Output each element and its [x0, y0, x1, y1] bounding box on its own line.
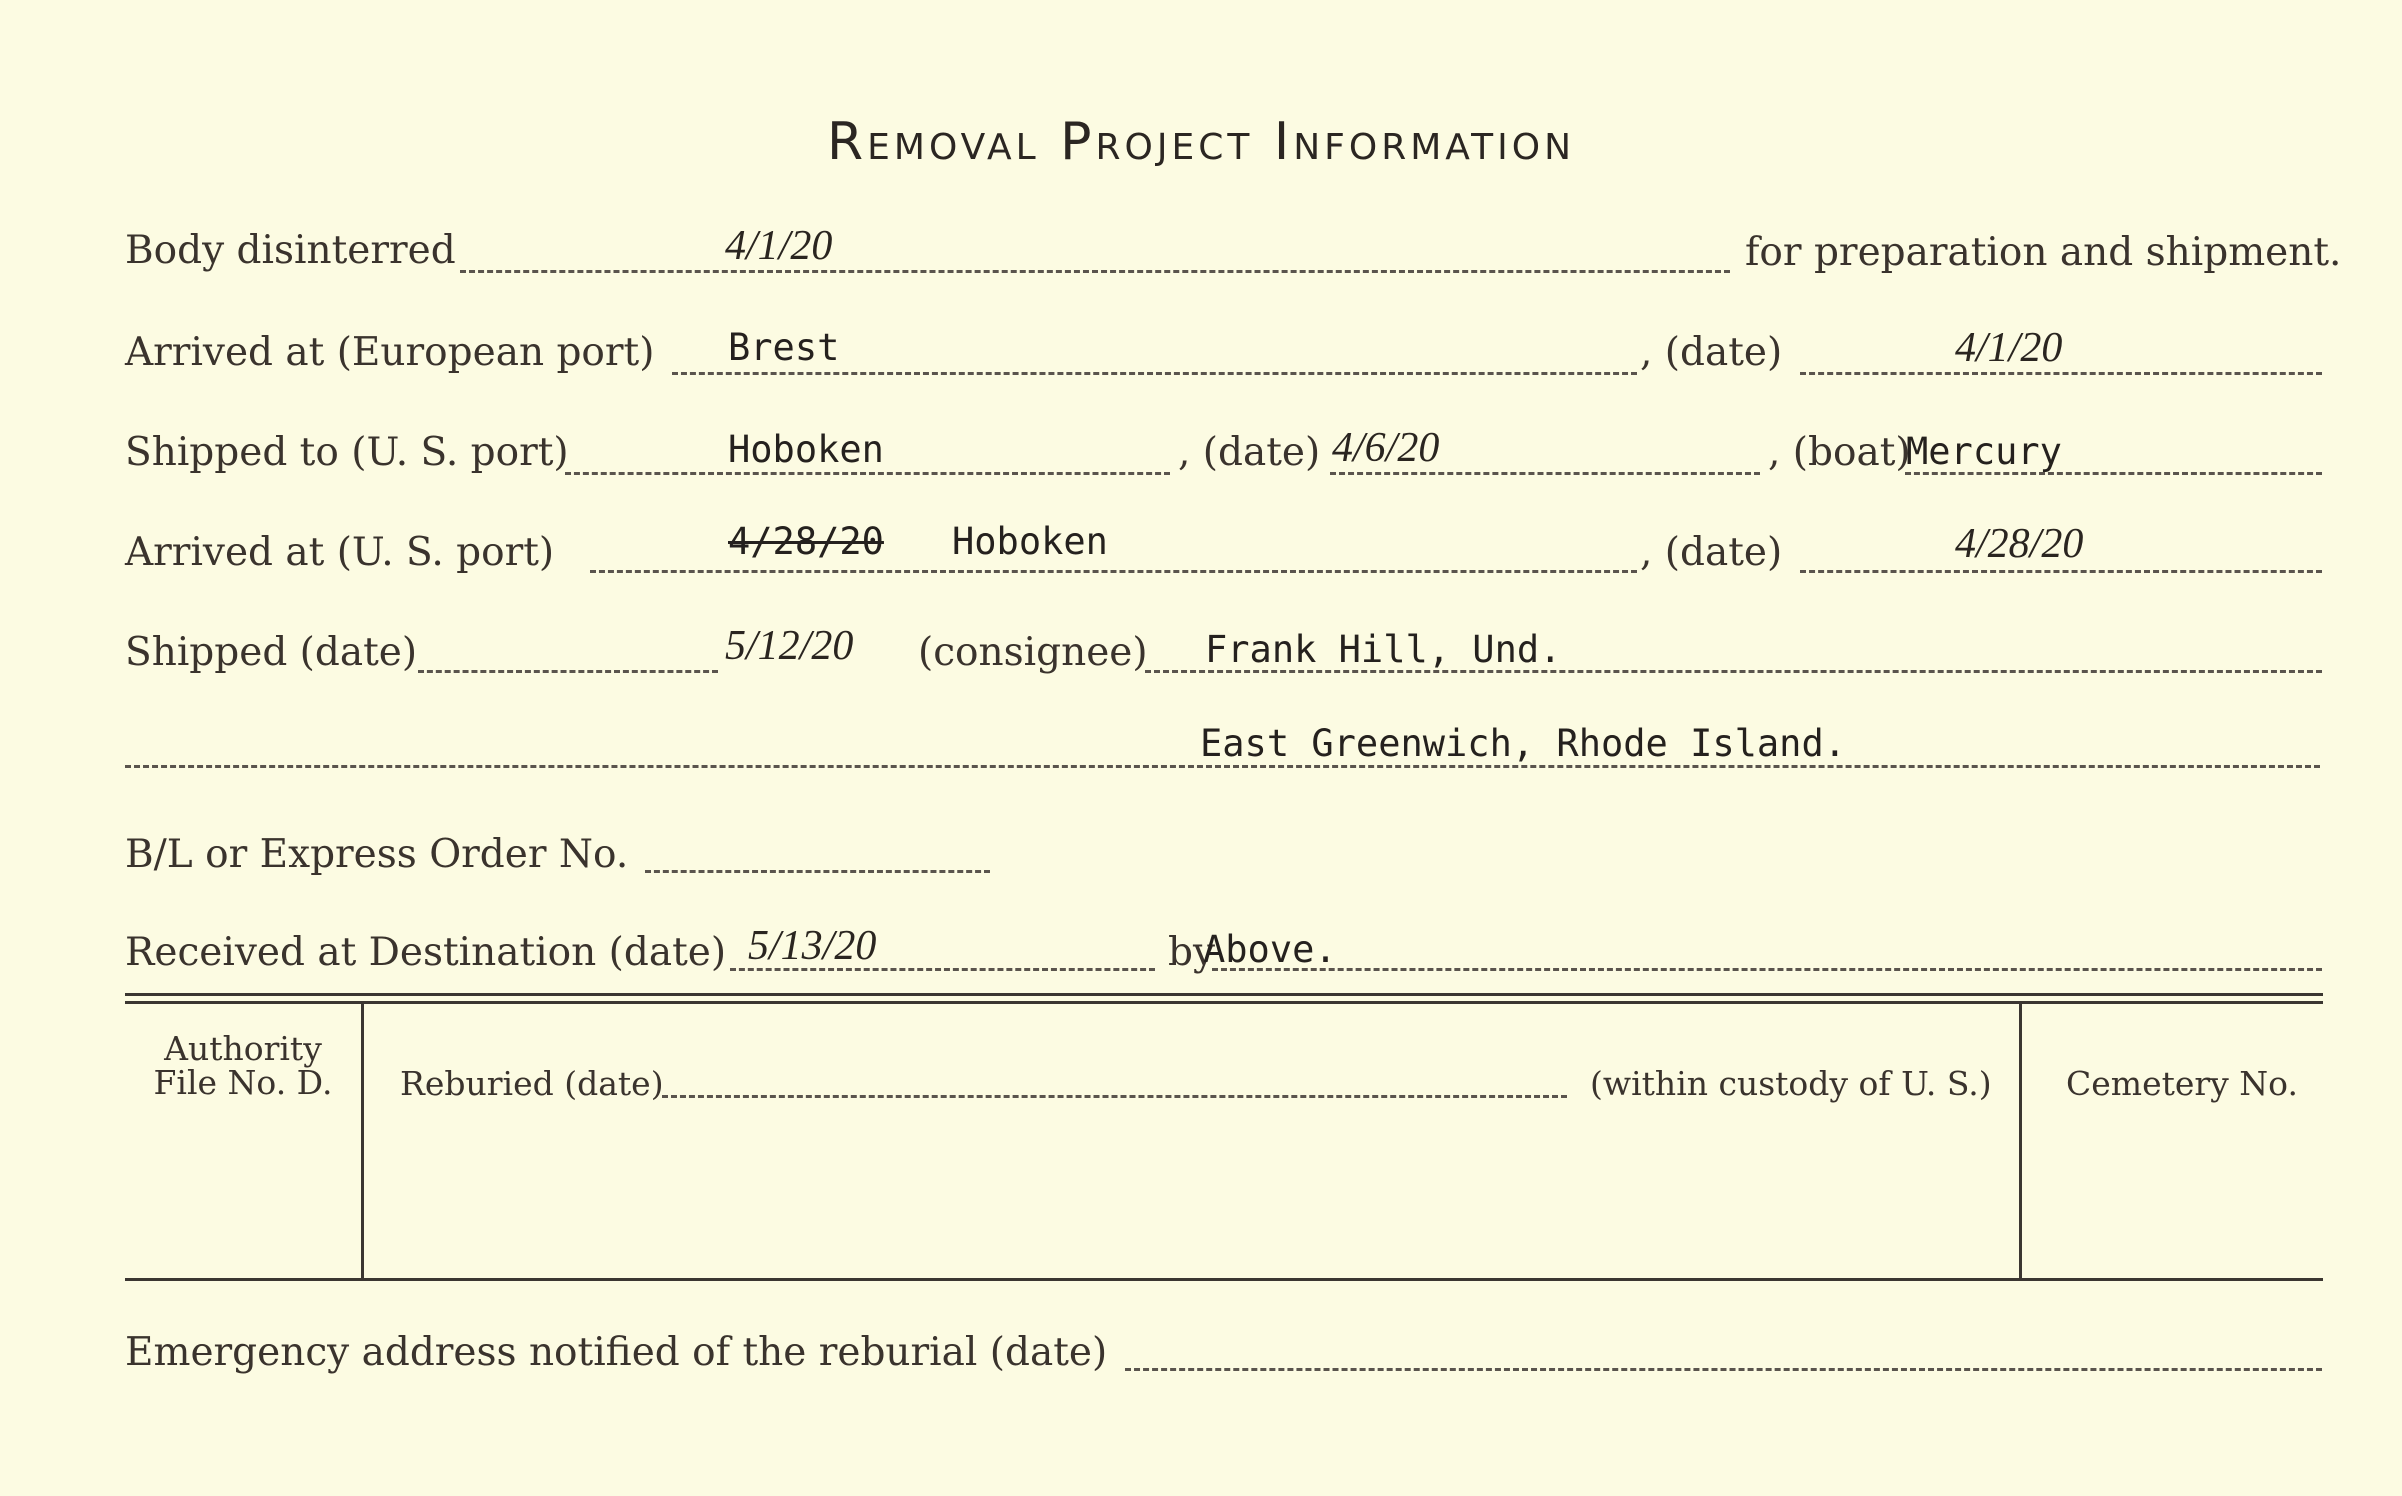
- shipped-to-us-port: Hoboken: [728, 428, 884, 471]
- bl-order-label: B/L or Express Order No.: [125, 832, 629, 877]
- consignee-address-line: [125, 765, 2320, 768]
- reburied-line: [662, 1095, 1567, 1098]
- arrived-us-struck-value: 4/28/20: [728, 520, 884, 563]
- arrived-european-label: Arrived at (European port): [125, 330, 655, 375]
- arrived-us-date-label: , (date): [1640, 530, 1783, 575]
- shipped-to-us-date-label: , (date): [1178, 430, 1321, 475]
- arrived-european-date-line: [1800, 372, 2322, 375]
- shipped-to-us-date: 4/6/20: [1332, 425, 1440, 471]
- table-top-rule-1: [125, 993, 2323, 996]
- received-by-line: [1212, 968, 2322, 971]
- shipped-date-label: Shipped (date): [125, 630, 418, 675]
- body-disinterred-value: 4/1/20: [725, 223, 833, 269]
- arrived-us-port-line: [590, 570, 1637, 573]
- reburied-label: Reburied (date): [400, 1064, 664, 1103]
- received-by-value: Above.: [1203, 928, 1337, 971]
- arrived-european-date: 4/1/20: [1955, 325, 2063, 371]
- card-title: Removal Project Information: [827, 112, 1575, 172]
- arrived-us-date: 4/28/20: [1955, 521, 2084, 567]
- table-top-rule-2: [125, 1001, 2323, 1004]
- arrived-european-port-line: [672, 372, 1637, 375]
- shipped-to-us-port-line: [565, 472, 1170, 475]
- shipped-to-us-boat: Mercury: [1906, 430, 2062, 473]
- shipped-date: 5/12/20: [725, 623, 854, 669]
- table-divider-right: [2019, 1004, 2022, 1278]
- body-disinterred-line: [460, 270, 1730, 273]
- authority-label: Authority: [164, 1029, 322, 1068]
- shipped-date-line: [418, 670, 718, 673]
- received-date: 5/13/20: [748, 923, 877, 969]
- shipped-consignee-label: (consignee): [918, 630, 1148, 675]
- shipped-consignee-name: Frank Hill, Und.: [1205, 628, 1562, 671]
- bl-order-line: [645, 870, 990, 873]
- arrived-european-port: Brest: [728, 326, 840, 369]
- arrived-us-label: Arrived at (U. S. port): [125, 530, 555, 575]
- arrived-us-port: Hoboken: [952, 520, 1108, 563]
- body-disinterred-suffix: for preparation and shipment.: [1745, 230, 2342, 275]
- file-no-label: File No. D.: [153, 1063, 333, 1102]
- table-divider-left: [361, 1004, 364, 1278]
- arrived-us-date-line: [1800, 570, 2322, 573]
- emergency-line: [1125, 1368, 2322, 1371]
- emergency-label: Emergency address notified of the reburial (date): [125, 1330, 1108, 1375]
- custody-label: (within custody of U. S.): [1590, 1064, 1992, 1103]
- shipped-consignee-address: East Greenwich, Rhode Island.: [1200, 722, 1847, 765]
- shipped-to-us-date-line: [1330, 472, 1760, 475]
- table-bottom-rule: [125, 1278, 2323, 1281]
- shipped-to-us-label: Shipped to (U. S. port): [125, 430, 569, 475]
- arrived-european-date-label: , (date): [1640, 330, 1783, 375]
- shipped-to-us-boat-label: , (boat): [1768, 430, 1911, 475]
- received-by-label: by: [1168, 930, 1215, 975]
- body-disinterred-label: Body disinterred: [125, 228, 456, 273]
- received-label: Received at Destination (date): [125, 930, 727, 975]
- cemetery-no-label: Cemetery No.: [2066, 1064, 2298, 1103]
- authority-file-label: [128, 1029, 358, 1102]
